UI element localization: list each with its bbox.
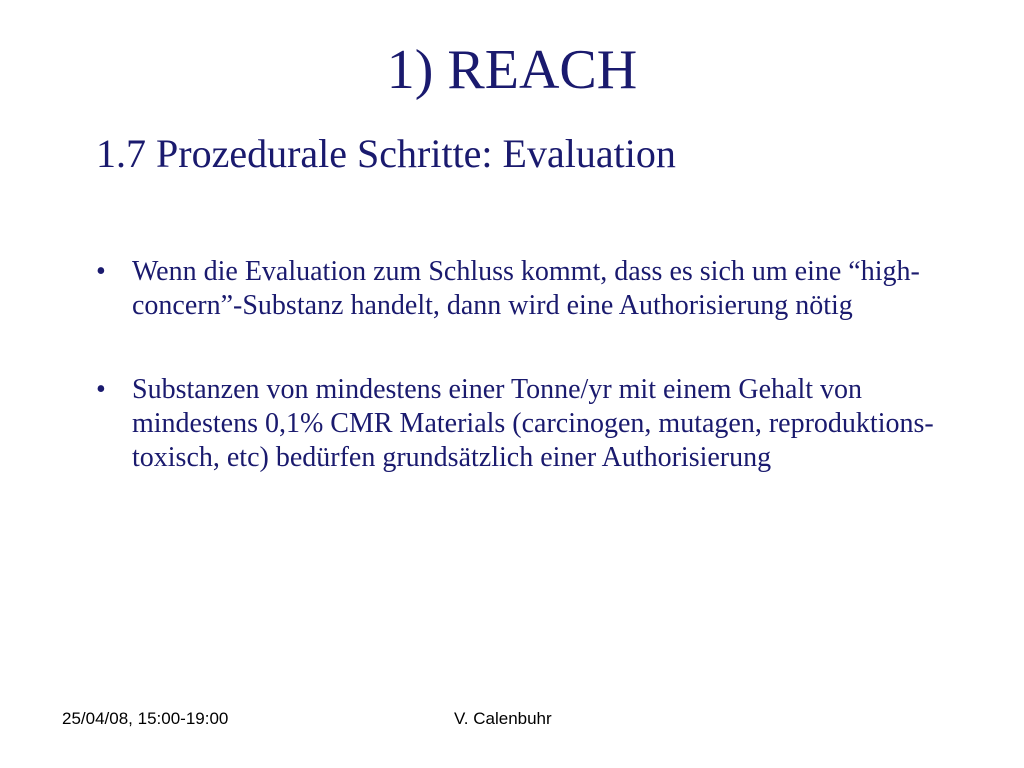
list-item [96,373,956,475]
bullet-text: Wenn die Evaluation zum Schluss kommt, dass es sich um eine “high-concern”-Substanz handelt, dann wird eine Authorisierung nötig [132,256,920,321]
list-item [96,255,956,323]
bullet-text: Substanzen von mindestens einer Tonne/yr mit einem Gehalt von mindestens 0,1% CMR Materials (carcinogen, mutagen, reproduktions-toxisch, etc) bedürfen grundsätzlich einer Authorisierung [132,374,934,473]
bullet-icon: • [96,256,106,287]
bullet-icon: • [96,374,106,405]
bullet-list [96,255,956,525]
slide-title: 1) REACH [386,39,638,101]
footer-author: V. Calenbuhr [454,709,552,728]
slide-subtitle: 1.7 Prozedurale Schritte: Evaluation [96,131,676,176]
footer-date: 25/04/08, 15:00-19:00 [62,709,229,728]
